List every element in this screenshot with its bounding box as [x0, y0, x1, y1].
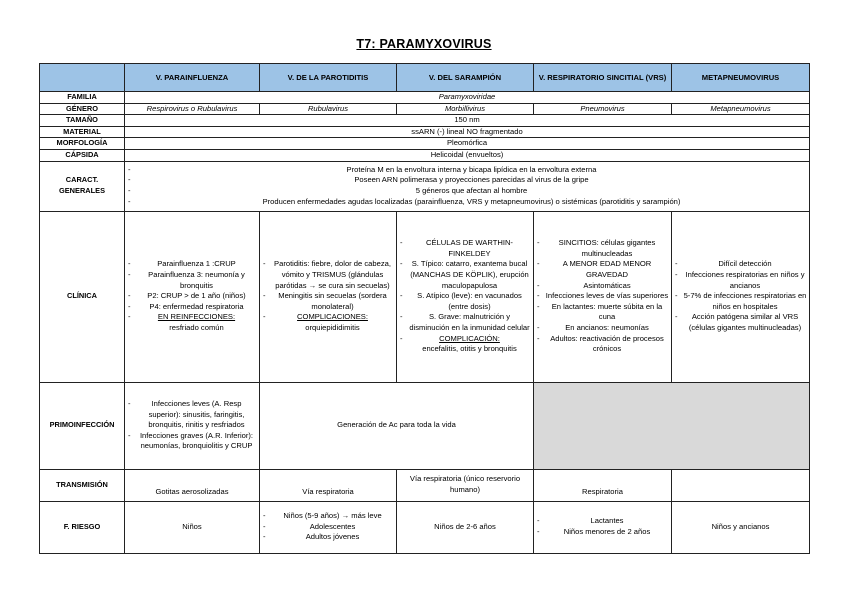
list-item — [399, 334, 531, 355]
header-empty — [40, 64, 125, 92]
transmision-vrs: Respiratoria — [534, 469, 672, 501]
caract-value — [125, 161, 810, 211]
header-parotiditis: V. DE LA PAROTIDITIS — [260, 64, 397, 92]
material-value: ssARN (-) lineal NO fragmentado — [125, 126, 810, 138]
capsida-value: Helicoidal (envueltos) — [125, 149, 810, 161]
riesgo-sarampion: Niños de 2-6 años — [397, 501, 534, 553]
header-sarampion: V. DEL SARAMPIÓN — [397, 64, 534, 92]
header-row — [40, 64, 810, 92]
row-morfologia — [40, 138, 810, 150]
list-item: - Infecciones leves (A. Resp superior): sinusitis, faringitis, bronquitis, rinitis y resfriados — [127, 399, 257, 431]
caract-item: - Producen enfermedades agudas localizadas (parainfluenza, VRS y metapneumovirus) o sistémicas (parotiditis y sarampión) — [127, 197, 807, 208]
label-genero: GÉNERO — [40, 103, 125, 115]
list-item: - Parainfluenza 3: neumonía y bronquitis — [127, 270, 257, 291]
row-caract — [40, 161, 810, 211]
caract-item: - Poseen ARN polimerasa y proyecciones parecidas al virus de la gripe — [127, 175, 807, 186]
list-item: - 5-7% de infecciones respiratorias en niños en hospitales — [674, 291, 807, 312]
list-item: - Parainfluenza 1 :CRUP — [127, 259, 257, 270]
row-familia — [40, 92, 810, 104]
label-primoinfeccion: PRIMOINFECCIÓN — [40, 382, 125, 469]
paramyxovirus-table — [39, 63, 810, 554]
list-item: - S. Típico: catarro, exantema bucal (MANCHAS DE KÖPLIK), erupción maculopapulosa — [399, 259, 531, 291]
primo-parainfluenza — [125, 382, 260, 469]
list-item: - SINCITIOS: células gigantes multinucleadas — [536, 238, 669, 259]
label-material: MATERIAL — [40, 126, 125, 138]
list-item: - Niños (5-9 años) → más leve — [262, 511, 394, 522]
complicacion-text: encefalitis, otitis y bronquitis — [422, 344, 517, 354]
riesgo-vrs — [534, 501, 672, 553]
list-item: - En ancianos: neumonías — [536, 323, 669, 334]
row-material — [40, 126, 810, 138]
row-capsida — [40, 149, 810, 161]
label-transmision: TRANSMISIÓN — [40, 469, 125, 501]
list-item: - P2: CRUP > de 1 año (niños) — [127, 291, 257, 302]
list-item: - A MENOR EDAD MENOR GRAVEDAD — [536, 259, 669, 280]
list-item: - Infecciones leves de vías superiores — [536, 291, 669, 302]
list-item: - Infecciones graves (A.R. Inferior): neumonías, bronquiolitis y CRUP — [127, 431, 257, 452]
row-transmision — [40, 469, 810, 501]
label-clinica: CLÍNICA — [40, 211, 125, 382]
tamano-value: 150 nm — [125, 115, 810, 127]
list-item: - Meningitis sin secuelas (sordera monolateral) — [262, 291, 394, 312]
header-metapneumovirus: METAPNEUMOVIRUS — [672, 64, 810, 92]
list-item: - Acción patógena similar al VRS (células gigantes multinucleadas) — [674, 312, 807, 333]
list-item: - S. Atípico (leve): en vacunados (entre dosis) — [399, 291, 531, 312]
header-vrs: V. RESPIRATORIO SINCITIAL (VRS) — [534, 64, 672, 92]
complicaciones-text: orquiepididimitis — [305, 323, 360, 333]
row-primoinfeccion — [40, 382, 810, 469]
list-item: - Niños menores de 2 años — [536, 527, 669, 538]
complicacion-title: COMPLICACIÓN: — [439, 333, 500, 343]
transmision-parotiditis: Vía respiratoria — [260, 469, 397, 501]
list-item: - Infecciones respiratorias en niños y ancianos — [674, 270, 807, 291]
row-clinica — [40, 211, 810, 382]
familia-value: Paramyxoviridae — [125, 92, 810, 104]
clinica-parainfluenza — [125, 211, 260, 382]
transmision-sarampion: Vía respiratoria (único reservorio humano) — [397, 469, 534, 501]
list-item: - CÉLULAS DE WARTHIN-FINKELDEY — [399, 238, 531, 259]
genero-vrs: Pneumovirus — [534, 103, 672, 115]
row-riesgo — [40, 501, 810, 553]
clinica-parotiditis — [260, 211, 397, 382]
list-item — [262, 312, 394, 333]
reinfecciones-text: resfriado común — [169, 323, 224, 333]
list-item: - Parotiditis: fiebre, dolor de cabeza, vómito y TRISMUS (glándulas parótidas → se cura sin secuelas) — [262, 259, 394, 291]
label-caract: CARACT. GENERALES — [40, 161, 125, 211]
genero-parotiditis: Rubulavirus — [260, 103, 397, 115]
complicaciones-title: COMPLICACIONES: — [297, 312, 368, 322]
caract-item: - Proteína M en la envoltura interna y bicapa lipídica en la envoltura externa — [127, 165, 807, 176]
riesgo-parainfluenza: Niños — [125, 501, 260, 553]
transmision-metapneumovirus — [672, 469, 810, 501]
transmision-parainfluenza: Gotitas aerosolizadas — [125, 469, 260, 501]
label-riesgo: F. RIESGO — [40, 501, 125, 553]
list-item: - Lactantes — [536, 516, 669, 527]
riesgo-parotiditis — [260, 501, 397, 553]
list-item: - S. Grave: malnutrición y disminución en la inmunidad celular — [399, 312, 531, 333]
list-item — [127, 312, 257, 333]
clinica-vrs — [534, 211, 672, 382]
riesgo-metapneumovirus: Niños y ancianos — [672, 501, 810, 553]
genero-metapneumovirus: Metapneumovirus — [672, 103, 810, 115]
row-genero — [40, 103, 810, 115]
label-morfologia: MORFOLOGÍA — [40, 138, 125, 150]
list-item: - P4: enfermedad respiratoria — [127, 302, 257, 313]
label-capsida: CÁPSIDA — [40, 149, 125, 161]
primo-empty-grey — [534, 382, 810, 469]
list-item: - Difícil detección — [674, 259, 807, 270]
label-familia: FAMILIA — [40, 92, 125, 104]
list-item: - Asintomáticas — [536, 281, 669, 292]
clinica-sarampion — [397, 211, 534, 382]
list-item: - Adultos jóvenes — [262, 532, 394, 543]
page-title: T7: PARAMYXOVIRUS — [356, 37, 492, 51]
genero-parainfluenza: Respirovirus o Rubulavirus — [125, 103, 260, 115]
list-item: - En lactantes: muerte súbita en la cuna — [536, 302, 669, 323]
row-tamano — [40, 115, 810, 127]
genero-sarampion: Morbillivirus — [397, 103, 534, 115]
clinica-metapneumovirus — [672, 211, 810, 382]
morfologia-value: Pleomórfica — [125, 138, 810, 150]
header-parainfluenza: V. PARAINFLUENZA — [125, 64, 260, 92]
caract-item: - 5 géneros que afectan al hombre — [127, 186, 807, 197]
reinfecciones-title: EN REINFECCIONES: — [157, 312, 236, 322]
list-item: - Adolescentes — [262, 522, 394, 533]
list-item: - Adultos: reactivación de procesos crónicos — [536, 334, 669, 355]
primo-merged: Generación de Ac para toda la vida — [260, 382, 534, 469]
label-tamano: TAMAÑO — [40, 115, 125, 127]
